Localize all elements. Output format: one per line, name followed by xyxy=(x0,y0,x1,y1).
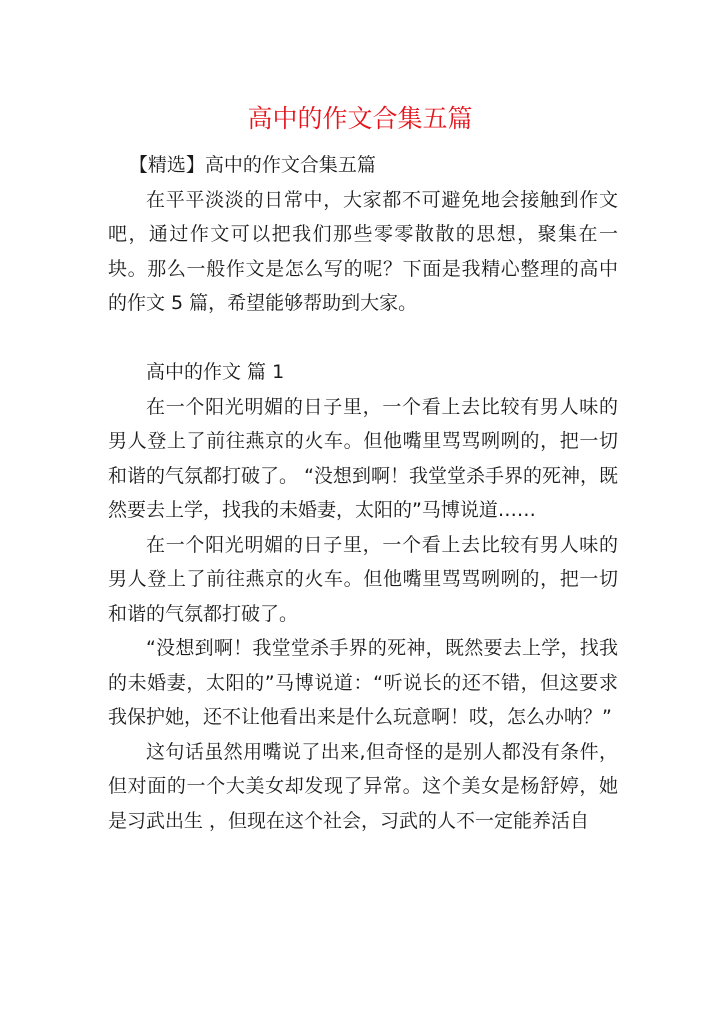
document-body xyxy=(108,148,618,838)
document-subtitle: 【精选】高中的作文合集五篇 xyxy=(128,154,376,176)
document-title: 高中的作文合集五篇 xyxy=(247,104,473,133)
body-paragraph-1: 在一个阳光明媚的日子里，一个看上去比较有男人味的男人登上了前往燕京的火车。但他嘴里骂骂咧咧的，把一切和谐的气氛都打破了。 “没想到啊！我堂堂杀手界的死神，既然要去上学，找我的未婚妻，太阳的”马博说道…… xyxy=(108,395,618,521)
body-paragraph-3: “没想到啊！我堂堂杀手界的死神，既然要去上学，找我的未婚妻，太阳的”马博说道：“听说长的还不错，但这要求我保护她，还不让他看出来是什么玩意啊！哎，怎么办呐？” xyxy=(108,637,618,728)
body-paragraph-4: 这句话虽然用嘴说了出来,但奇怪的是别人都没有条件，但对面的一个大美女却发现了异常。这个美女是杨舒婷，她是习武出生 ，但现在这个社会，习武的人不一定能养活自 xyxy=(108,740,618,832)
body-paragraph-2: 在一个阳光明媚的日子里，一个看上去比较有男人味的男人登上了前往燕京的火车。但他嘴里骂骂咧咧的，把一切和谐的气氛都打破了。 xyxy=(108,533,618,625)
intro-paragraph: 在平平淡淡的日常中，大家都不可避免地会接触到作文吧，通过作文可以把我们那些零零散散的思想，聚集在一块。那么一般作文是怎么写的呢？下面是我精心整理的高中的作文 5 篇，希望能够帮助到大家。 xyxy=(108,188,618,314)
section-heading: 高中的作文 篇 1 xyxy=(146,361,285,383)
blank-line xyxy=(108,321,618,356)
